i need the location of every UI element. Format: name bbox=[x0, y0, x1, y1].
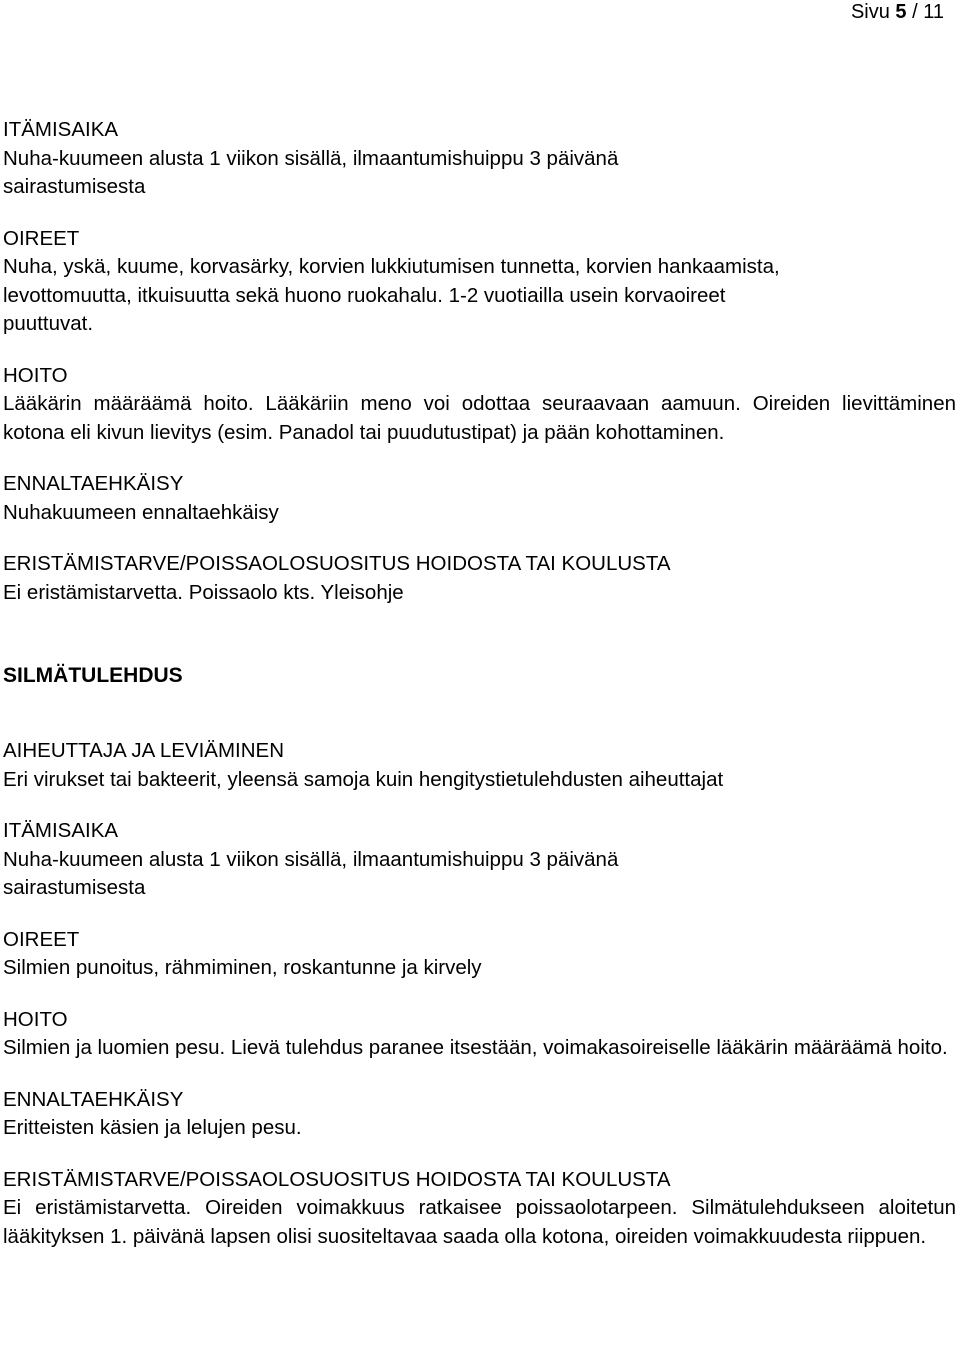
page-number-prefix: Sivu bbox=[850, 1, 890, 23]
section-title: SILMÄTULEHDUS bbox=[3, 664, 183, 687]
prevention-text: Eritteisten käsien ja lelujen pesu. bbox=[3, 1116, 302, 1139]
section-conjunctivitis bbox=[3, 662, 956, 1251]
prevention-heading: ENNALTAEHKÄISY bbox=[3, 1087, 184, 1111]
page-number-current: 5 bbox=[895, 1, 907, 23]
page-number-separator: / bbox=[912, 1, 918, 23]
section-previous-disease bbox=[3, 116, 956, 607]
treatment-text: Silmien ja luomien pesu. Lievä tulehdus paranee itsestään, voimakasoireiselle lääkärin määräämä hoito. bbox=[3, 1036, 948, 1059]
treatment-block bbox=[3, 1006, 956, 1063]
isolation-block bbox=[3, 550, 956, 607]
prevention-block bbox=[3, 1086, 956, 1143]
treatment-block bbox=[3, 362, 956, 448]
prevention-text: Nuhakuumeen ennaltaehkäisy bbox=[3, 500, 279, 524]
prevention-block bbox=[3, 470, 956, 527]
incubation-heading: ITÄMISAIKA bbox=[3, 819, 119, 842]
incubation-block bbox=[3, 817, 723, 903]
document-body bbox=[3, 116, 956, 1274]
page-number-total: 11 bbox=[923, 1, 944, 23]
isolation-heading: ERISTÄMISTARVE/POISSAOLOSUOSITUS HOIDOSTA TAI KOULUSTA bbox=[3, 1167, 671, 1191]
symptoms-text: Nuha, yskä, kuume, korvasärky, korvien lukkiutumisen tunnetta, korvien hankaamista, levottomuutta, itkuisuutta sekä huono ruokahalu. 1-2 vuotiailla usein korvaoireet puuttuvat. bbox=[3, 255, 780, 335]
incubation-text: Nuha-kuumeen alusta 1 viikon sisällä, ilmaantumishuippu 3 päivänä sairastumisesta bbox=[3, 146, 619, 198]
symptoms-heading: OIREET bbox=[3, 226, 80, 250]
cause-block bbox=[3, 737, 956, 794]
incubation-heading: ITÄMISAIKA bbox=[3, 118, 119, 141]
isolation-text: Ei eristämistarvetta. Oireiden voimakkuus ratkaisee poissaolotarpeen. Silmätulehdukseen aloitetun lääkityksen 1. päivänä lapsen olisi suositeltavaa saada olla kotona, oireiden voimakkuudesta riippuen. bbox=[3, 1196, 956, 1248]
treatment-text: Lääkärin määräämä hoito. Lääkäriin meno voi odottaa seuraavaan aamuun. Oireiden lievittäminen kotona eli kivun lievitys (esim. Panadol tai puudutustipat) ja pään kohottaminen. bbox=[3, 392, 956, 444]
incubation-block bbox=[3, 116, 723, 202]
symptoms-heading: OIREET bbox=[3, 927, 80, 951]
treatment-heading: HOITO bbox=[3, 363, 68, 387]
treatment-heading: HOITO bbox=[3, 1007, 68, 1031]
symptoms-text: Silmien punoitus, rähmiminen, roskantunne ja kirvely bbox=[3, 956, 482, 979]
symptoms-block bbox=[3, 225, 783, 339]
isolation-heading: ERISTÄMISTARVE/POISSAOLOSUOSITUS HOIDOSTA TAI KOULUSTA bbox=[3, 552, 671, 575]
page-number bbox=[851, 0, 944, 24]
prevention-heading: ENNALTAEHKÄISY bbox=[3, 472, 184, 495]
cause-text: Eri virukset tai bakteerit, yleensä samoja kuin hengitystietulehdusten aiheuttajat bbox=[3, 767, 724, 791]
isolation-text: Ei eristämistarvetta. Poissaolo kts. Yleisohje bbox=[3, 580, 404, 604]
cause-heading: AIHEUTTAJA JA LEVIÄMINEN bbox=[3, 739, 284, 762]
incubation-text: Nuha-kuumeen alusta 1 viikon sisällä, ilmaantumishuippu 3 päivänä sairastumisesta bbox=[3, 847, 619, 899]
isolation-block bbox=[3, 1166, 956, 1252]
symptoms-block bbox=[3, 926, 956, 983]
